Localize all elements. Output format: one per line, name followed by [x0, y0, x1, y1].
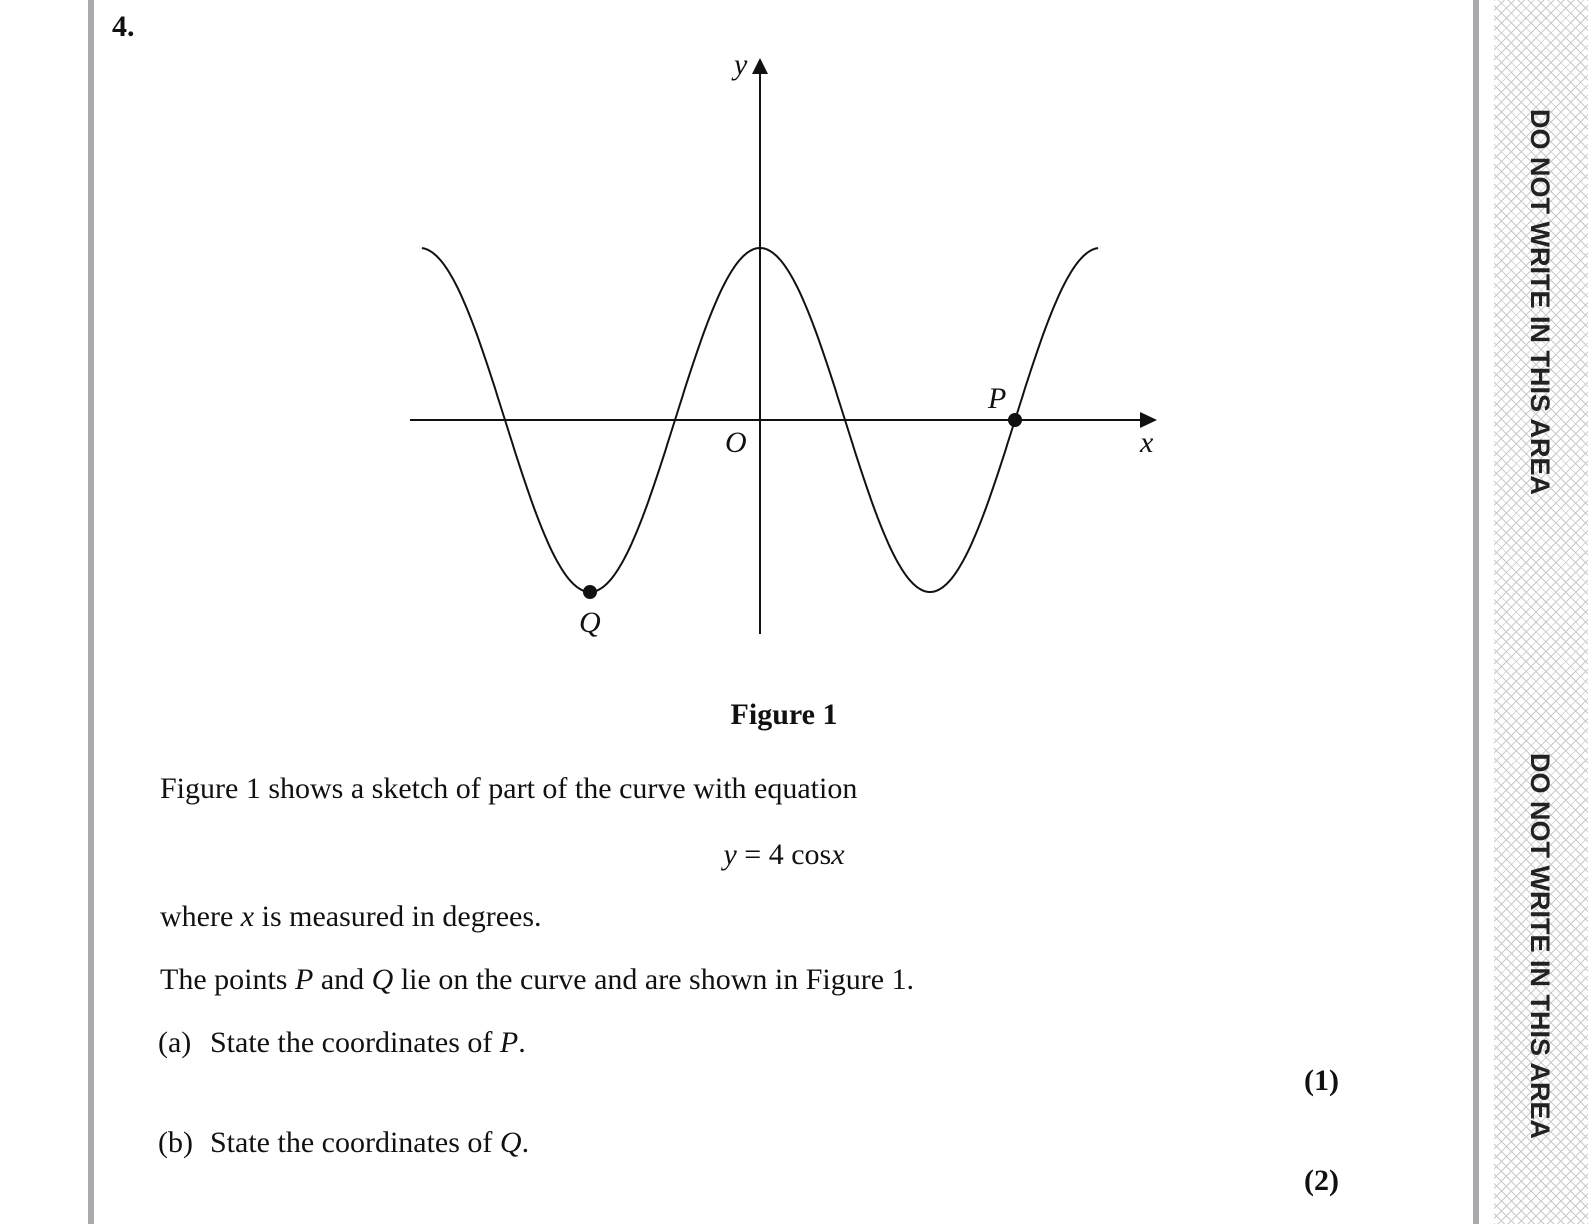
y-axis-arrow — [752, 58, 768, 74]
right-margin-rule — [1473, 0, 1479, 1224]
part-b-end: . — [521, 1126, 530, 1159]
equation-lhs: y — [723, 838, 737, 871]
points-q: Q — [371, 963, 394, 996]
left-margin-rule — [88, 0, 94, 1224]
part-a-marks: (1) — [1304, 1064, 1339, 1097]
figure-caption: Figure 1 — [730, 698, 838, 731]
part-a — [158, 1026, 526, 1060]
equation-rhs: = 4 cos — [736, 838, 832, 871]
point-p-marker — [1008, 413, 1022, 427]
part-a-end: . — [518, 1026, 526, 1059]
point-q-marker — [583, 585, 597, 599]
equation-variable: x — [831, 838, 845, 871]
part-b-marks: (2) — [1304, 1164, 1339, 1197]
point-p-label: P — [988, 382, 1007, 415]
part-b-variable: Q — [499, 1126, 522, 1159]
x-axis-label: x — [1140, 426, 1154, 459]
curve-equation — [0, 838, 1568, 872]
where-suffix: is measured in degrees. — [254, 900, 542, 933]
where-variable: x — [240, 900, 255, 933]
figure-1-sketch — [400, 50, 1180, 650]
do-not-write-notice-bottom: DO NOT WRITE IN THIS AREA — [1525, 753, 1555, 1139]
part-a-variable: P — [499, 1026, 519, 1059]
curve-sketch-svg — [400, 50, 1180, 650]
y-axis-label: y — [734, 50, 748, 81]
question-number: 4. — [112, 10, 135, 43]
where-line — [160, 900, 542, 934]
points-part1: The points — [160, 963, 295, 996]
part-b-label: (b) — [158, 1126, 193, 1159]
part-a-text: State the coordinates of — [210, 1026, 500, 1059]
points-part3: lie on the curve and are shown in Figure 1. — [393, 963, 915, 996]
origin-label: O — [725, 426, 747, 459]
part-b — [158, 1126, 529, 1160]
where-prefix: where — [160, 900, 241, 933]
point-q-label: Q — [579, 606, 601, 639]
points-p: P — [295, 963, 314, 996]
points-part2: and — [313, 963, 372, 996]
points-line — [160, 963, 914, 997]
part-a-label: (a) — [158, 1026, 192, 1059]
do-not-write-notice-top: DO NOT WRITE IN THIS AREA — [1525, 109, 1555, 495]
part-b-text: State the coordinates of — [210, 1126, 500, 1159]
intro-line: Figure 1 shows a sketch of part of the curve with equation — [160, 772, 858, 805]
